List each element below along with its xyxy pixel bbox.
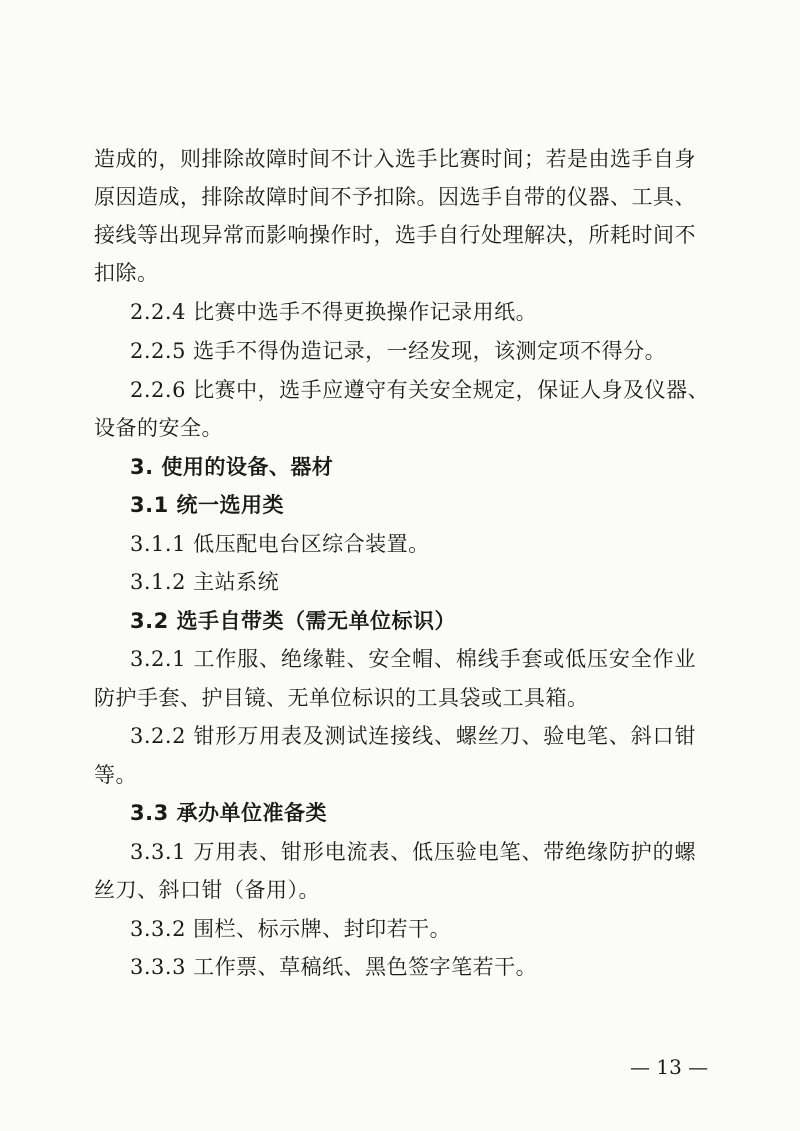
paragraph-line: 扣除。	[94, 261, 159, 285]
paragraph-line: 丝刀、斜口钳（备用）。	[94, 878, 320, 902]
clause-2-2-6: 2.2.6 比赛中，选手应遵守有关安全规定，保证人身及仪器、	[130, 378, 710, 402]
page-number: — 13 —	[630, 1055, 709, 1079]
paragraph-line: 设备的安全。	[94, 416, 223, 440]
clause-3-1-2: 3.1.2 主站系统	[130, 570, 280, 594]
section-heading-3: 3. 使用的设备、器材	[130, 455, 334, 479]
subsection-heading-3-2: 3.2 选手自带类（需无单位标识）	[130, 609, 457, 633]
clause-3-3-2: 3.3.2 围栏、标示牌、封印若干。	[130, 917, 452, 941]
clause-3-2-1: 3.2.1 工作服、绝缘鞋、安全帽、棉线手套或低压安全作业	[130, 647, 696, 671]
subsection-heading-3-1: 3.1 统一选用类	[130, 493, 285, 517]
clause-2-2-4: 2.2.4 比赛中选手不得更换操作记录用纸。	[130, 300, 538, 324]
clause-2-2-5: 2.2.5 选手不得伪造记录，一经发现，该测定项不得分。	[130, 339, 667, 363]
paragraph-line: 接线等出现异常而影响操作时，选手自行处理解决，所耗时间不	[94, 223, 696, 247]
subsection-heading-3-3: 3.3 承办单位准备类	[130, 801, 328, 825]
paragraph-line: 原因造成，排除故障时间不予扣除。因选手自带的仪器、工具、	[94, 185, 696, 209]
paragraph-line: 防护手套、护目镜、无单位标识的工具袋或工具箱。	[94, 686, 589, 710]
paragraph-line: 等。	[94, 763, 137, 787]
paragraph-line: 造成的，则排除故障时间不计入选手比赛时间；若是由选手自身	[94, 147, 696, 171]
clause-3-1-1: 3.1.1 低压配电台区综合装置。	[130, 532, 430, 556]
clause-3-3-1: 3.3.1 万用表、钳形电流表、低压验电笔、带绝缘防护的螺	[130, 840, 696, 864]
clause-3-2-2: 3.2.2 钳形万用表及测试连接线、螺丝刀、验电笔、斜口钳	[130, 724, 696, 748]
clause-3-3-3: 3.3.3 工作票、草稿纸、黑色签字笔若干。	[130, 955, 538, 979]
